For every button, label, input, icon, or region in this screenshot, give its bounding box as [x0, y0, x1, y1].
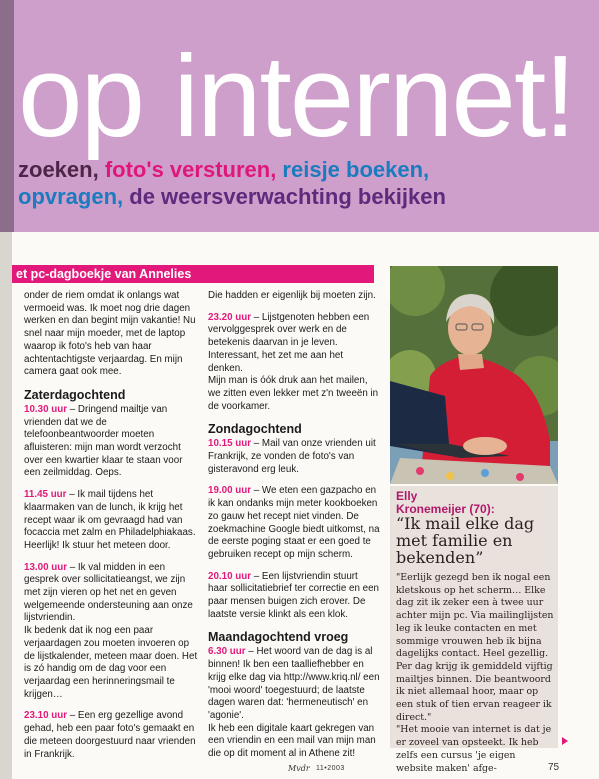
entry-time: 6.30 uur — [208, 646, 246, 658]
col1-extra: Ik bedenk dat ik nog een paar verjaardagen zou moeten invoeren op de lijstkalender, meteen maar doen. Het is zó handig om de dag voor een verjaardag een herinneringsmail te krijgen… — [24, 625, 198, 700]
entry-text: – Een erg gezellige avond gehad, heb een paar foto's gemaakt en die meteen doorgestuurd naar vrienden in Frankrijk. — [24, 710, 196, 760]
portrait-illustration — [390, 266, 558, 484]
subheadline-1-part-1: zoeken, — [18, 157, 105, 182]
subheadline-2-part-2: de weersverwachting bekijken — [129, 184, 446, 209]
profile-body — [396, 572, 554, 775]
col1-entry-4 — [24, 710, 200, 761]
entry-time: 23.10 uur — [24, 710, 68, 722]
headline: op internet! — [18, 31, 575, 161]
subheadline-1-part-2: foto's versturen, — [104, 157, 283, 182]
col1-intro: onder de riem omdat ik onlangs wat vermoeid was. Ik moet nog drie dagen werken en dan begint mijn vakantie! Nu snel naar mijn moeder, met de laptop waarop ik foto's heb van haar achtentachtigste verjaardag. En mijn camera gaat ook mee. — [24, 290, 196, 378]
profile-body-paragraph-2: "Het mooie van internet is dat je er zoveel van opsteekt. Ik heb zelfs een cursus 'je eigen website maken' afge- — [396, 724, 552, 774]
col1-entry-3 — [24, 562, 200, 626]
col1-entry-2 — [24, 489, 200, 553]
portrait-photo — [390, 266, 558, 484]
entry-text: – Het woord van de dag is al binnen! Ik ben een taalliefhebber en krijg elke dag via http://www.kriq.nl/ een 'mooi woord' toegestuurd; de laatste dagen waren dat: 'hermeneutisch' en 'agonie'. — [208, 646, 380, 721]
col2-entry-4 — [208, 571, 380, 622]
subheadline-2 — [18, 184, 446, 210]
entry-text: – Mail van onze vrienden uit Frankrijk, ze vonden de foto's van gisteravond erg leuk. — [208, 438, 376, 475]
col2-entry-5b: Ik heb een digitale kaart gekregen van een vriendin en een mail van mijn man die op dit moment al in Athene zit! — [208, 722, 376, 760]
footer-issue: 11•2003 — [316, 765, 345, 772]
col1-heading: Zaterdagochtend — [24, 387, 126, 402]
col2-entry-3 — [208, 485, 380, 561]
section-bar — [12, 265, 374, 283]
entry-text: – Ik mail tijdens het klaarmaken van de lunch, ik krijg het recept waar ik om gevraagd had van focaccia met zalm en Philadelphiakaas. Heerlijk! Ik stuur het meteen door. — [24, 489, 196, 551]
article-column-1 — [24, 290, 200, 770]
entry-time: 23.20 uur — [208, 311, 252, 323]
entry-text: – We eten een gazpacho en ik kan ondanks mijn meter kookboeken zo gauw het recept niet vinden. De zoekmachine Google biedt uitkomst, na de eerste poging staat er een goed te gebruiken recept op mijn scherm. — [208, 485, 380, 560]
subheadline-1-part-3: reisje boeken, — [282, 157, 430, 182]
spine-shadow — [0, 0, 14, 232]
subheadline-1 — [18, 157, 429, 183]
entry-text: – Een lijstvriendin stuurt haar sollicitatiebrief ter correctie en een paar mensen buigen zich erover. De laatste versie klinkt als een klok. — [208, 570, 379, 620]
entry-text: – Ik val midden in een gesprek over sollicitatieangst, we zijn met zijn vieren op het net en geven welgemeende ondersteuning aan onze lijstvriendin. — [24, 561, 193, 624]
page-gutter — [0, 232, 12, 779]
profile-name — [396, 490, 495, 516]
footer-magazine-name: Mvdr — [288, 764, 310, 773]
entry-time: 10.15 uur — [208, 438, 252, 450]
entry-time: 10.30 uur — [24, 403, 68, 415]
entry-text: – Dringend mailtje van vrienden dat we de telefoonbeantwoorder moeten afluisteren: mijn man wordt verzocht over een kwartier klaar te staan voor een zeilmiddag. Oeps. — [24, 403, 183, 479]
pull-quote: “Ik mail elke dag met familie en bekenden” — [396, 514, 535, 567]
page-number: 75 — [548, 762, 560, 773]
col2-heading-2: Maandagochtend vroeg — [208, 630, 349, 645]
entry-time: 19.00 uur — [208, 485, 252, 497]
entry-time: 20.10 uur — [208, 570, 252, 582]
section-bar-title: et pc-dagboekje van Annelies — [16, 267, 192, 281]
col2-entry-5 — [208, 646, 380, 722]
article-column-2 — [208, 290, 380, 770]
entry-time: 11.45 uur — [24, 489, 67, 501]
col2-entry-1 — [208, 312, 380, 376]
continue-arrow-icon — [562, 737, 568, 745]
col2-intro: Die hadden er eigenlijk bij moeten zijn. — [208, 290, 376, 301]
subheadline-2-part-1: opvragen, — [18, 184, 130, 209]
header-banner — [0, 0, 599, 232]
col2-entry-1b: Mijn man is óók druk aan het mailen, we zitten even lekker met z'n tweeën in de voorkamer. — [208, 375, 379, 412]
profile-last-name: Kronemeijer (70): — [396, 502, 495, 516]
col2-entry-2 — [208, 438, 380, 476]
profile-body-paragraph-1: "Eerlijk gezegd ben ik nogal een kletskous op het scherm… Elke dag zit ik zeker een à twee uur achter mijn pc. Via mailinglijsten leg ik leuke contacten en met sommige vrouwen heb ik bijna dagelijks contact. Heel gezellig. Per dag krijg ik gemiddeld vijftig mailtjes binnen. Die beantwoord ik niet allemaal hoor, maar op een stuk of tien ervan reageer ik direct." — [396, 572, 554, 723]
col1-entry-1 — [24, 404, 200, 480]
entry-text: – Lijstgenoten hebben een vervolggesprek over werk en de betekenis daarvan in je leven. Interessant, het zet me aan het denken. — [208, 311, 370, 374]
col2-heading-1: Zondagochtend — [208, 422, 302, 437]
profile-first-name: Elly — [396, 489, 418, 503]
entry-time: 13.00 uur — [24, 561, 68, 573]
